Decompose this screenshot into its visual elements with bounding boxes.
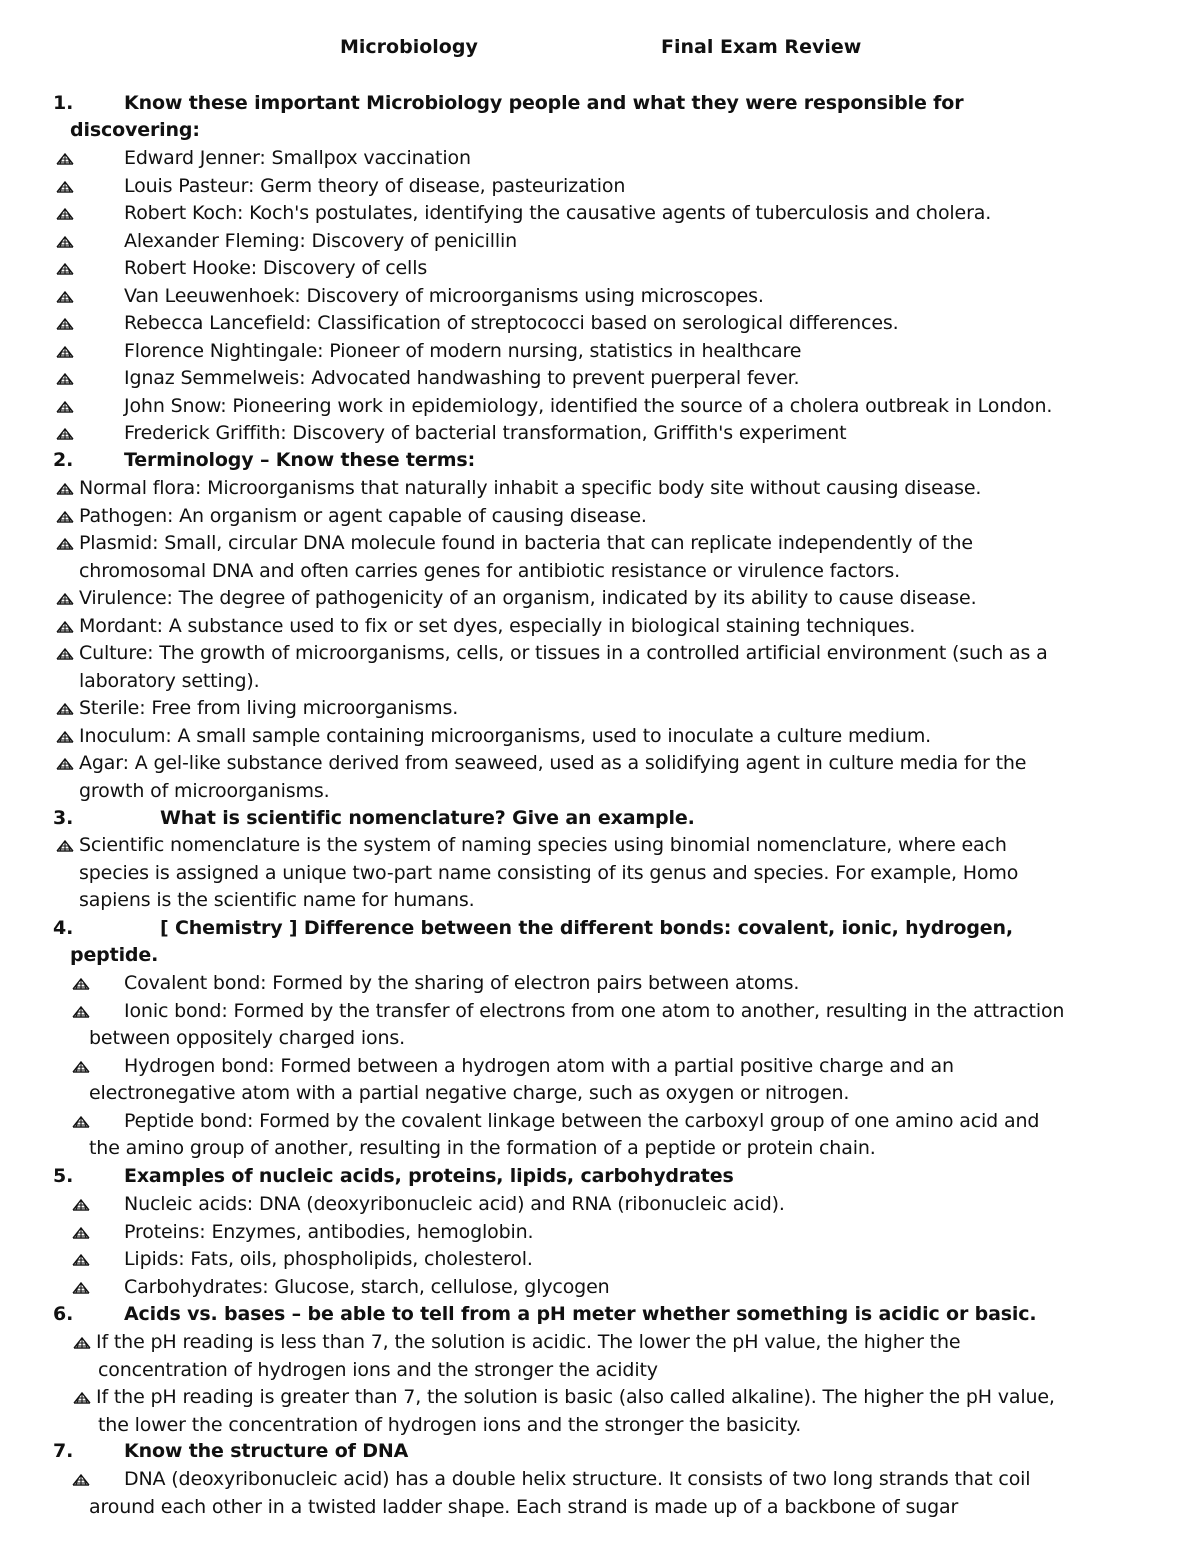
list-item-text: Culture: The growth of microorganisms, cells, or tissues in a controlled artificial environment (such as a [79,642,1048,664]
list-item-text: species is assigned a unique two-part name consisting of its genus and species. For example, Homo [79,861,1019,884]
list-item-text: Louis Pasteur: Germ theory of disease, pasteurization [124,174,626,197]
list-item-text: Mordant: A substance used to fix or set dyes, especially in biological staining techniques. [79,614,916,637]
bullet-icon [56,400,74,414]
bullet-icon [56,757,74,771]
list-item-text: electronegative atom with a partial negative charge, such as oxygen or nitrogen. [89,1082,850,1104]
list-item-text: chromosomal DNA and often carries genes for antibiotic resistance or virulence factors. [79,559,901,582]
bullet-icon [56,482,74,496]
bullet-icon [56,317,74,331]
list-item-text: Proteins: Enzymes, antibodies, hemoglobin. [124,1220,534,1243]
bullet-icon [56,537,74,551]
list-item-text: Normal flora: Microorganisms that naturally inhabit a specific body site without causing disease. [79,477,982,499]
list-item-text: Hydrogen bond: Formed between a hydrogen atom with a partial positive charge and an [124,1054,954,1077]
bullet-icon [73,1336,91,1350]
section-2-heading: Terminology – Know these terms: [124,449,476,471]
bullet-icon [73,1391,91,1405]
list-item-text: Peptide bond: Formed by the covalent linkage between the carboxyl group of one amino acid and [124,1109,1040,1132]
bullet-icon [56,510,74,524]
bullet-icon [56,152,74,166]
bullet-icon [56,647,74,661]
list-item-text: the lower the concentration of hydrogen ions and the stronger the basicity. [98,1413,802,1436]
list-item-text: If the pH reading is greater than 7, the solution is basic (also called alkaline). The higher the pH value, [96,1386,1055,1408]
list-item-text: John Snow: Pioneering work in epidemiology, identified the source of a cholera outbreak in London. [124,394,1053,417]
list-item-text: Rebecca Lancefield: Classification of streptococci based on serological differences. [124,312,899,334]
section-5-number: 5. [53,1165,74,1187]
list-item-text: the amino group of another, resulting in the formation of a peptide or protein chain. [89,1137,876,1159]
section-4-heading-cont: peptide. [70,944,159,966]
list-item-text: Ionic bond: Formed by the transfer of electrons from one atom to another, resulting in the attraction [124,999,1065,1022]
list-item-text: Inoculum: A small sample containing microorganisms, used to inoculate a culture medium. [79,724,932,747]
bullet-icon [56,235,74,249]
list-item-text: Florence Nightingale: Pioneer of modern nursing, statistics in healthcare [124,339,802,362]
list-item-text: laboratory setting). [79,669,260,692]
bullet-icon [56,702,74,716]
section-3-number: 3. [53,807,74,829]
list-item-text: Covalent bond: Formed by the sharing of electron pairs between atoms. [124,972,800,994]
list-item-text: growth of microorganisms. [79,779,330,802]
bullet-icon [72,1060,90,1074]
bullet-icon [56,262,74,276]
bullet-icon [72,1226,90,1240]
bullet-icon [56,730,74,744]
list-item-text: Edward Jenner: Smallpox vaccination [124,147,471,169]
section-4-number: 4. [53,917,74,939]
section-6-number: 6. [53,1303,74,1325]
list-item-text: Ignaz Semmelweis: Advocated handwashing to prevent puerperal fever. [124,367,800,389]
bullet-icon [56,372,74,386]
list-item-text: Pathogen: An organism or agent capable of causing disease. [79,504,647,527]
section-3-heading: What is scientific nomenclature? Give an example. [160,807,695,829]
list-item-text: around each other in a twisted ladder shape. Each strand is made up of a backbone of sugar [89,1495,959,1518]
list-item-text: Carbohydrates: Glucose, starch, cellulose, glycogen [124,1275,610,1298]
bullet-icon [56,592,74,606]
list-item-text: DNA (deoxyribonucleic acid) has a double helix structure. It consists of two long strands that coil [124,1468,1031,1490]
section-4-heading: [ Chemistry ] Difference between the different bonds: covalent, ionic, hydrogen, [160,917,1013,939]
bullet-icon [56,345,74,359]
list-item-text: Frederick Griffith: Discovery of bacterial transformation, Griffith's experiment [124,422,847,444]
section-6-heading: Acids vs. bases – be able to tell from a pH meter whether something is acidic or basic. [124,1303,1037,1325]
section-1-heading-cont: discovering: [70,119,200,141]
list-item-text: Sterile: Free from living microorganisms. [79,697,459,719]
list-item-text: If the pH reading is less than 7, the solution is acidic. The lower the pH value, the higher the [96,1331,961,1353]
bullet-icon [72,1115,90,1129]
section-1-number: 1. [53,92,74,114]
bullet-icon [56,620,74,634]
document-title: Final Exam Review [661,36,862,58]
section-2-number: 2. [53,449,74,471]
list-item-text: Nucleic acids: DNA (deoxyribonucleic acid) and RNA (ribonucleic acid). [124,1193,785,1215]
bullet-icon [72,1253,90,1267]
list-item-text: concentration of hydrogen ions and the stronger the acidity [98,1358,658,1381]
list-item-text: sapiens is the scientific name for humans. [79,889,475,911]
bullet-icon [72,1281,90,1295]
list-item-text: Lipids: Fats, oils, phospholipids, cholesterol. [124,1248,533,1270]
list-item-text: Alexander Fleming: Discovery of penicillin [124,229,518,252]
bullet-icon [56,839,74,853]
list-item-text: Robert Hooke: Discovery of cells [124,257,428,279]
list-item-text: Plasmid: Small, circular DNA molecule found in bacteria that can replicate independently of the [79,532,973,554]
list-item-text: Van Leeuwenhoek: Discovery of microorganisms using microscopes. [124,284,764,307]
bullet-icon [56,290,74,304]
bullet-icon [56,180,74,194]
bullet-icon [72,1005,90,1019]
section-7-number: 7. [53,1440,74,1462]
list-item-text: Scientific nomenclature is the system of naming species using binomial nomenclature, where each [79,834,1007,856]
section-7-heading: Know the structure of DNA [124,1440,409,1462]
bullet-icon [72,977,90,991]
course-title: Microbiology [340,36,478,58]
bullet-icon [56,427,74,441]
bullet-icon [72,1198,90,1212]
bullet-icon [56,207,74,221]
list-item-text: between oppositely charged ions. [89,1027,405,1049]
section-5-heading: Examples of nucleic acids, proteins, lipids, carbohydrates [124,1165,734,1187]
list-item-text: Robert Koch: Koch's postulates, identifying the causative agents of tuberculosis and cholera. [124,202,992,224]
section-1-heading: Know these important Microbiology people and what they were responsible for [124,92,964,114]
bullet-icon [72,1473,90,1487]
list-item-text: Agar: A gel-like substance derived from seaweed, used as a solidifying agent in culture media for the [79,752,1027,774]
list-item-text: Virulence: The degree of pathogenicity of an organism, indicated by its ability to cause disease. [79,587,977,609]
